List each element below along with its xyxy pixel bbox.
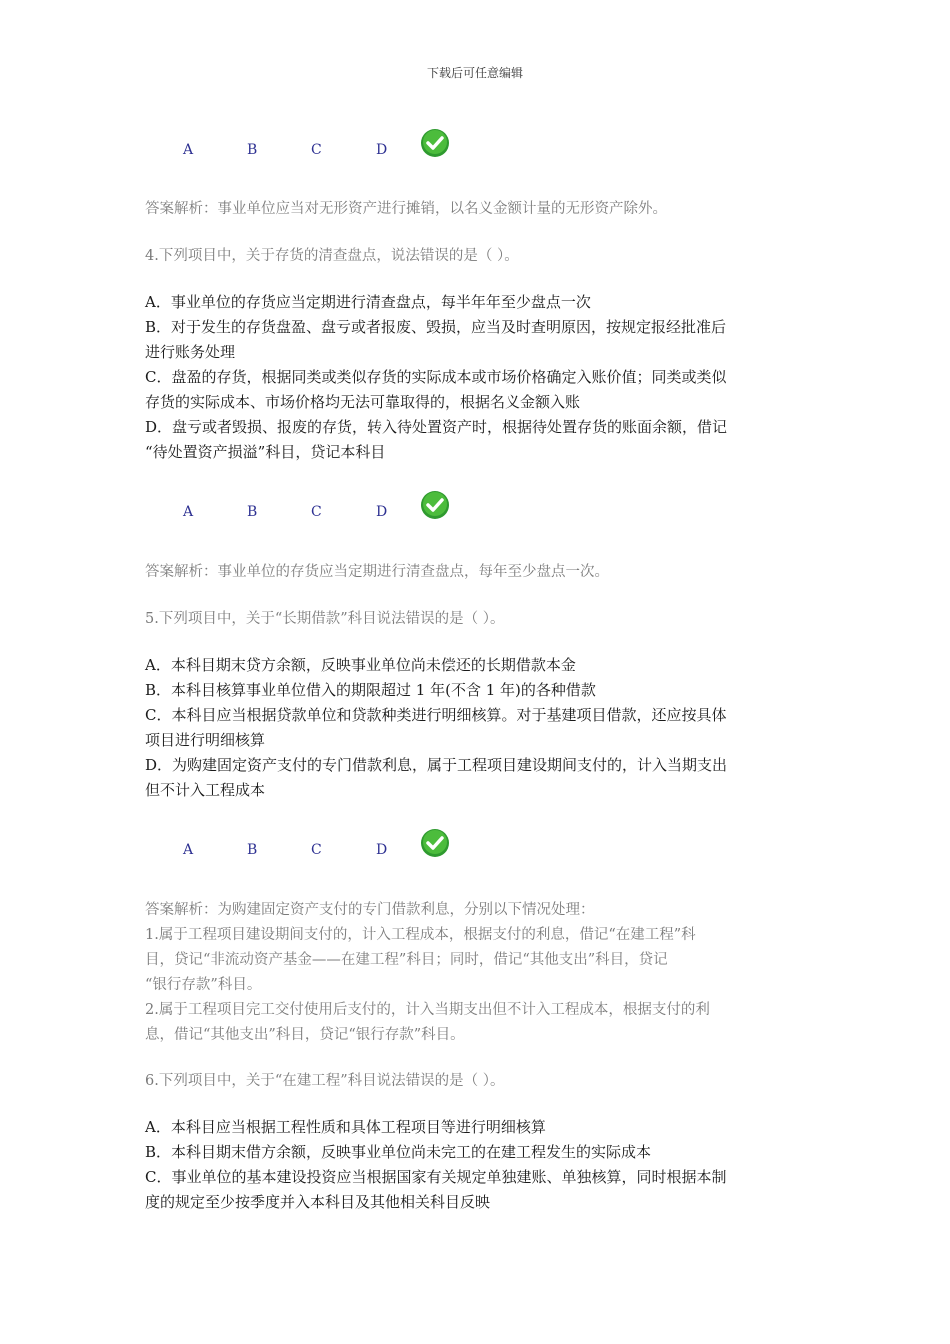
checkmark-circle-icon bbox=[420, 490, 450, 520]
option-line: B．本科目核算事业单位借入的期限超过 1 年(不含 1 年)的各种借款 bbox=[145, 681, 596, 699]
analysis-line: 答案解析：为购建固定资产支付的专门借款利息，分别以下情况处理： bbox=[145, 902, 595, 918]
question-6-options bbox=[145, 1115, 810, 1215]
option-line: 存货的实际成本、市场价格均无法可靠取得的，根据名义金额入账 bbox=[145, 393, 581, 411]
option-line: D．为购建固定资产支付的专门借款利息，属于工程项目建设期间支付的，计入当期支出 bbox=[145, 756, 728, 774]
analysis-q4 bbox=[145, 560, 810, 585]
option-line: A．本科目应当根据工程性质和具体工程项目等进行明细核算 bbox=[145, 1118, 546, 1136]
option-line: 但不计入工程成本 bbox=[145, 781, 266, 799]
answer-choices-q3 bbox=[145, 128, 545, 168]
choice-b[interactable]: B bbox=[247, 842, 258, 858]
choice-c[interactable]: C bbox=[311, 142, 322, 158]
question-line: 5.下列项目中，关于“长期借款”科目说法错误的是（ ）。 bbox=[145, 611, 505, 627]
option-line: A．事业单位的存货应当定期进行清查盘点，每半年年至少盘点一次 bbox=[145, 293, 591, 311]
analysis-line: 2.属于工程项目完工交付使用后支付的，计入当期支出但不计入工程成本，根据支付的利 bbox=[145, 1002, 710, 1018]
answer-choices-q5 bbox=[145, 828, 545, 868]
choice-d[interactable]: D bbox=[376, 842, 388, 858]
choice-a[interactable]: A bbox=[183, 842, 194, 858]
choice-a[interactable]: A bbox=[183, 504, 194, 520]
choice-c[interactable]: C bbox=[311, 842, 322, 858]
choice-d[interactable]: D bbox=[376, 142, 388, 158]
option-line: C．事业单位的基本建设投资应当根据国家有关规定单独建账、单独核算，同时根据本制 bbox=[145, 1168, 727, 1186]
choice-c[interactable]: C bbox=[311, 504, 322, 520]
choice-b[interactable]: B bbox=[247, 504, 258, 520]
checkmark-circle-icon bbox=[420, 828, 450, 858]
question-line: 4.下列项目中，关于存货的清查盘点，说法错误的是（ ）。 bbox=[145, 248, 519, 264]
question-5-title bbox=[145, 607, 810, 632]
analysis-line: 息，借记“其他支出”科目，贷记“银行存款”科目。 bbox=[145, 1027, 465, 1043]
option-line: A．本科目期末贷方余额，反映事业单位尚未偿还的长期借款本金 bbox=[145, 656, 576, 674]
analysis-q5 bbox=[145, 898, 810, 1048]
answer-choices-q4 bbox=[145, 490, 545, 530]
choice-b[interactable]: B bbox=[247, 142, 258, 158]
option-line: 项目进行明细核算 bbox=[145, 731, 266, 749]
analysis-line: “银行存款”科目。 bbox=[145, 977, 262, 993]
question-5-options bbox=[145, 653, 810, 803]
option-line: D．盘亏或者毁损、报废的存货，转入待处置资产时，根据待处置存货的账面余额，借记 bbox=[145, 418, 728, 436]
question-6-title bbox=[145, 1069, 810, 1094]
analysis-line: 1.属于工程项目建设期间支付的，计入工程成本，根据支付的利息，借记“在建工程”科 bbox=[145, 927, 696, 943]
option-line: C．本科目应当根据贷款单位和贷款种类进行明细核算。对于基建项目借款，还应按具体 bbox=[145, 706, 727, 724]
option-line: 度的规定至少按季度并入本科目及其他相关科目反映 bbox=[145, 1193, 491, 1211]
option-line: “待处置资产损溢”科目，贷记本科目 bbox=[145, 443, 386, 461]
option-line: 进行账务处理 bbox=[145, 343, 236, 361]
question-line: 6.下列项目中，关于“在建工程”科目说法错误的是（ ）。 bbox=[145, 1073, 505, 1089]
analysis-line: 目，贷记“非流动资产基金——在建工程”科目；同时，借记“其他支出”科目，贷记 bbox=[145, 952, 668, 968]
checkmark-circle-icon bbox=[420, 128, 450, 158]
analysis-line: 答案解析：事业单位的存货应当定期进行清查盘点，每年至少盘点一次。 bbox=[145, 564, 609, 580]
question-4-title bbox=[145, 244, 810, 269]
analysis-line: 答案解析：事业单位应当对无形资产进行摊销，以名义金额计量的无形资产除外。 bbox=[145, 201, 667, 217]
option-line: B．本科目期末借方余额，反映事业单位尚未完工的在建工程发生的实际成本 bbox=[145, 1143, 652, 1161]
choice-a[interactable]: A bbox=[183, 142, 194, 158]
choice-d[interactable]: D bbox=[376, 504, 388, 520]
question-4-options bbox=[145, 290, 810, 465]
option-line: C．盘盈的存货，根据同类或类似存货的实际成本或市场价格确定入账价值；同类或类似 bbox=[145, 368, 727, 386]
analysis-q3 bbox=[145, 197, 810, 222]
page-header: 下载后可任意编辑 bbox=[426, 66, 523, 80]
option-line: B．对于发生的存货盘盈、盘亏或者报废、毁损，应当及时查明原因，按规定报经批准后 bbox=[145, 318, 727, 336]
